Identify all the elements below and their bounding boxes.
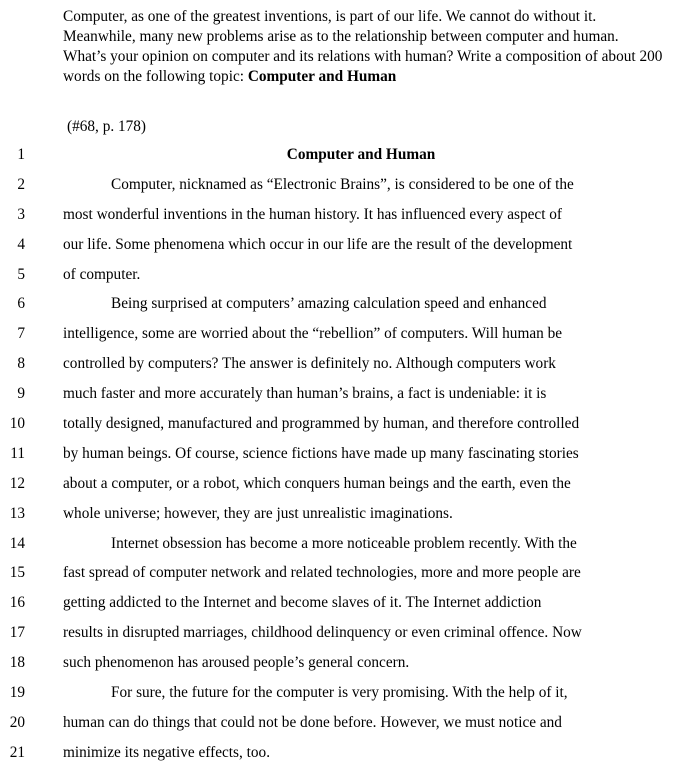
line-number: 19 xyxy=(9,684,25,702)
essay-line xyxy=(0,294,673,324)
line-number: 9 xyxy=(17,385,25,403)
essay-body xyxy=(0,145,673,773)
line-number: 20 xyxy=(9,713,25,731)
essay-line xyxy=(0,384,673,414)
line-number: 4 xyxy=(17,235,25,253)
essay-line xyxy=(0,683,673,713)
line-text: results in disrupted marriages, childhood delinquency or even criminal offence. Now xyxy=(63,624,582,642)
prompt-text: Computer, as one of the greatest inventions, is part of our life. We cannot do without it. Meanwhile, many new problems arise as to the relationship between computer and human. What’s your opinion on computer and its relations with human? Write a composition of about 200 words on the following topic: xyxy=(63,8,663,85)
essay-line xyxy=(0,504,673,534)
line-number: 12 xyxy=(9,474,25,492)
line-number: 15 xyxy=(9,564,25,582)
line-text: such phenomenon has aroused people’s general concern. xyxy=(63,654,410,672)
line-number: 16 xyxy=(9,594,25,612)
line-number: 6 xyxy=(17,295,25,313)
line-number: 8 xyxy=(17,355,25,373)
composition-prompt xyxy=(63,7,663,87)
essay-line xyxy=(0,265,673,295)
line-number: 1 xyxy=(17,146,25,163)
line-number: 21 xyxy=(9,743,25,761)
line-number: 7 xyxy=(17,325,25,343)
line-number: 14 xyxy=(9,534,25,552)
line-text: For sure, the future for the computer is very promising. With the help of it, xyxy=(111,684,568,702)
source-reference: (#68, p. 178) xyxy=(67,118,147,135)
line-number: 13 xyxy=(9,504,25,522)
line-text: Being surprised at computers’ amazing calculation speed and enhanced xyxy=(111,295,547,313)
essay-line xyxy=(0,354,673,384)
essay-line xyxy=(0,623,673,653)
line-text: minimize its negative effects, too. xyxy=(63,743,271,761)
essay-line xyxy=(0,414,673,444)
line-text: controlled by computers? The answer is definitely no. Although computers work xyxy=(63,355,556,373)
line-number: 10 xyxy=(9,415,25,433)
line-text: human can do things that could not be done before. However, we must notice and xyxy=(63,713,562,731)
line-text: about a computer, or a robot, which conquers human beings and the earth, even the xyxy=(63,474,571,492)
essay-line xyxy=(0,175,673,205)
line-text: whole universe; however, they are just unrealistic imaginations. xyxy=(63,504,453,522)
essay-title: Computer and Human xyxy=(286,146,436,163)
line-text: Internet obsession has become a more noticeable problem recently. With the xyxy=(111,534,577,552)
line-text: our life. Some phenomena which occur in our life are the result of the development xyxy=(63,235,573,253)
essay-line xyxy=(0,743,673,773)
line-number: 11 xyxy=(10,444,25,462)
essay-line xyxy=(0,653,673,683)
essay-line xyxy=(0,235,673,265)
line-text: fast spread of computer network and related technologies, more and more people are xyxy=(63,564,581,582)
essay-line xyxy=(0,563,673,593)
line-text: much faster and more accurately than human’s brains, a fact is undeniable: it is xyxy=(63,385,547,403)
essay-line xyxy=(0,474,673,504)
prompt-topic: Computer and Human xyxy=(247,68,397,85)
essay-line xyxy=(0,534,673,564)
essay-line xyxy=(0,205,673,235)
line-number: 3 xyxy=(17,205,25,223)
essay-line xyxy=(0,444,673,474)
line-number: 17 xyxy=(9,624,25,642)
line-text: intelligence, some are worried about the “rebellion” of computers. Will human be xyxy=(63,325,563,343)
line-text: of computer. xyxy=(63,265,141,283)
essay-line xyxy=(0,324,673,354)
essay-line xyxy=(0,145,673,175)
essay-line xyxy=(0,593,673,623)
line-text: totally designed, manufactured and programmed by human, and therefore controlled xyxy=(63,415,580,433)
line-text: Computer, nicknamed as “Electronic Brains”, is considered to be one of the xyxy=(111,175,574,193)
line-number: 5 xyxy=(17,265,25,283)
line-text: getting addicted to the Internet and become slaves of it. The Internet addiction xyxy=(63,594,542,612)
line-number: 2 xyxy=(17,175,25,193)
essay-line xyxy=(0,713,673,743)
line-number: 18 xyxy=(9,654,25,672)
line-text: by human beings. Of course, science fictions have made up many fascinating stories xyxy=(63,444,579,462)
line-text: most wonderful inventions in the human history. It has influenced every aspect of xyxy=(63,205,563,223)
